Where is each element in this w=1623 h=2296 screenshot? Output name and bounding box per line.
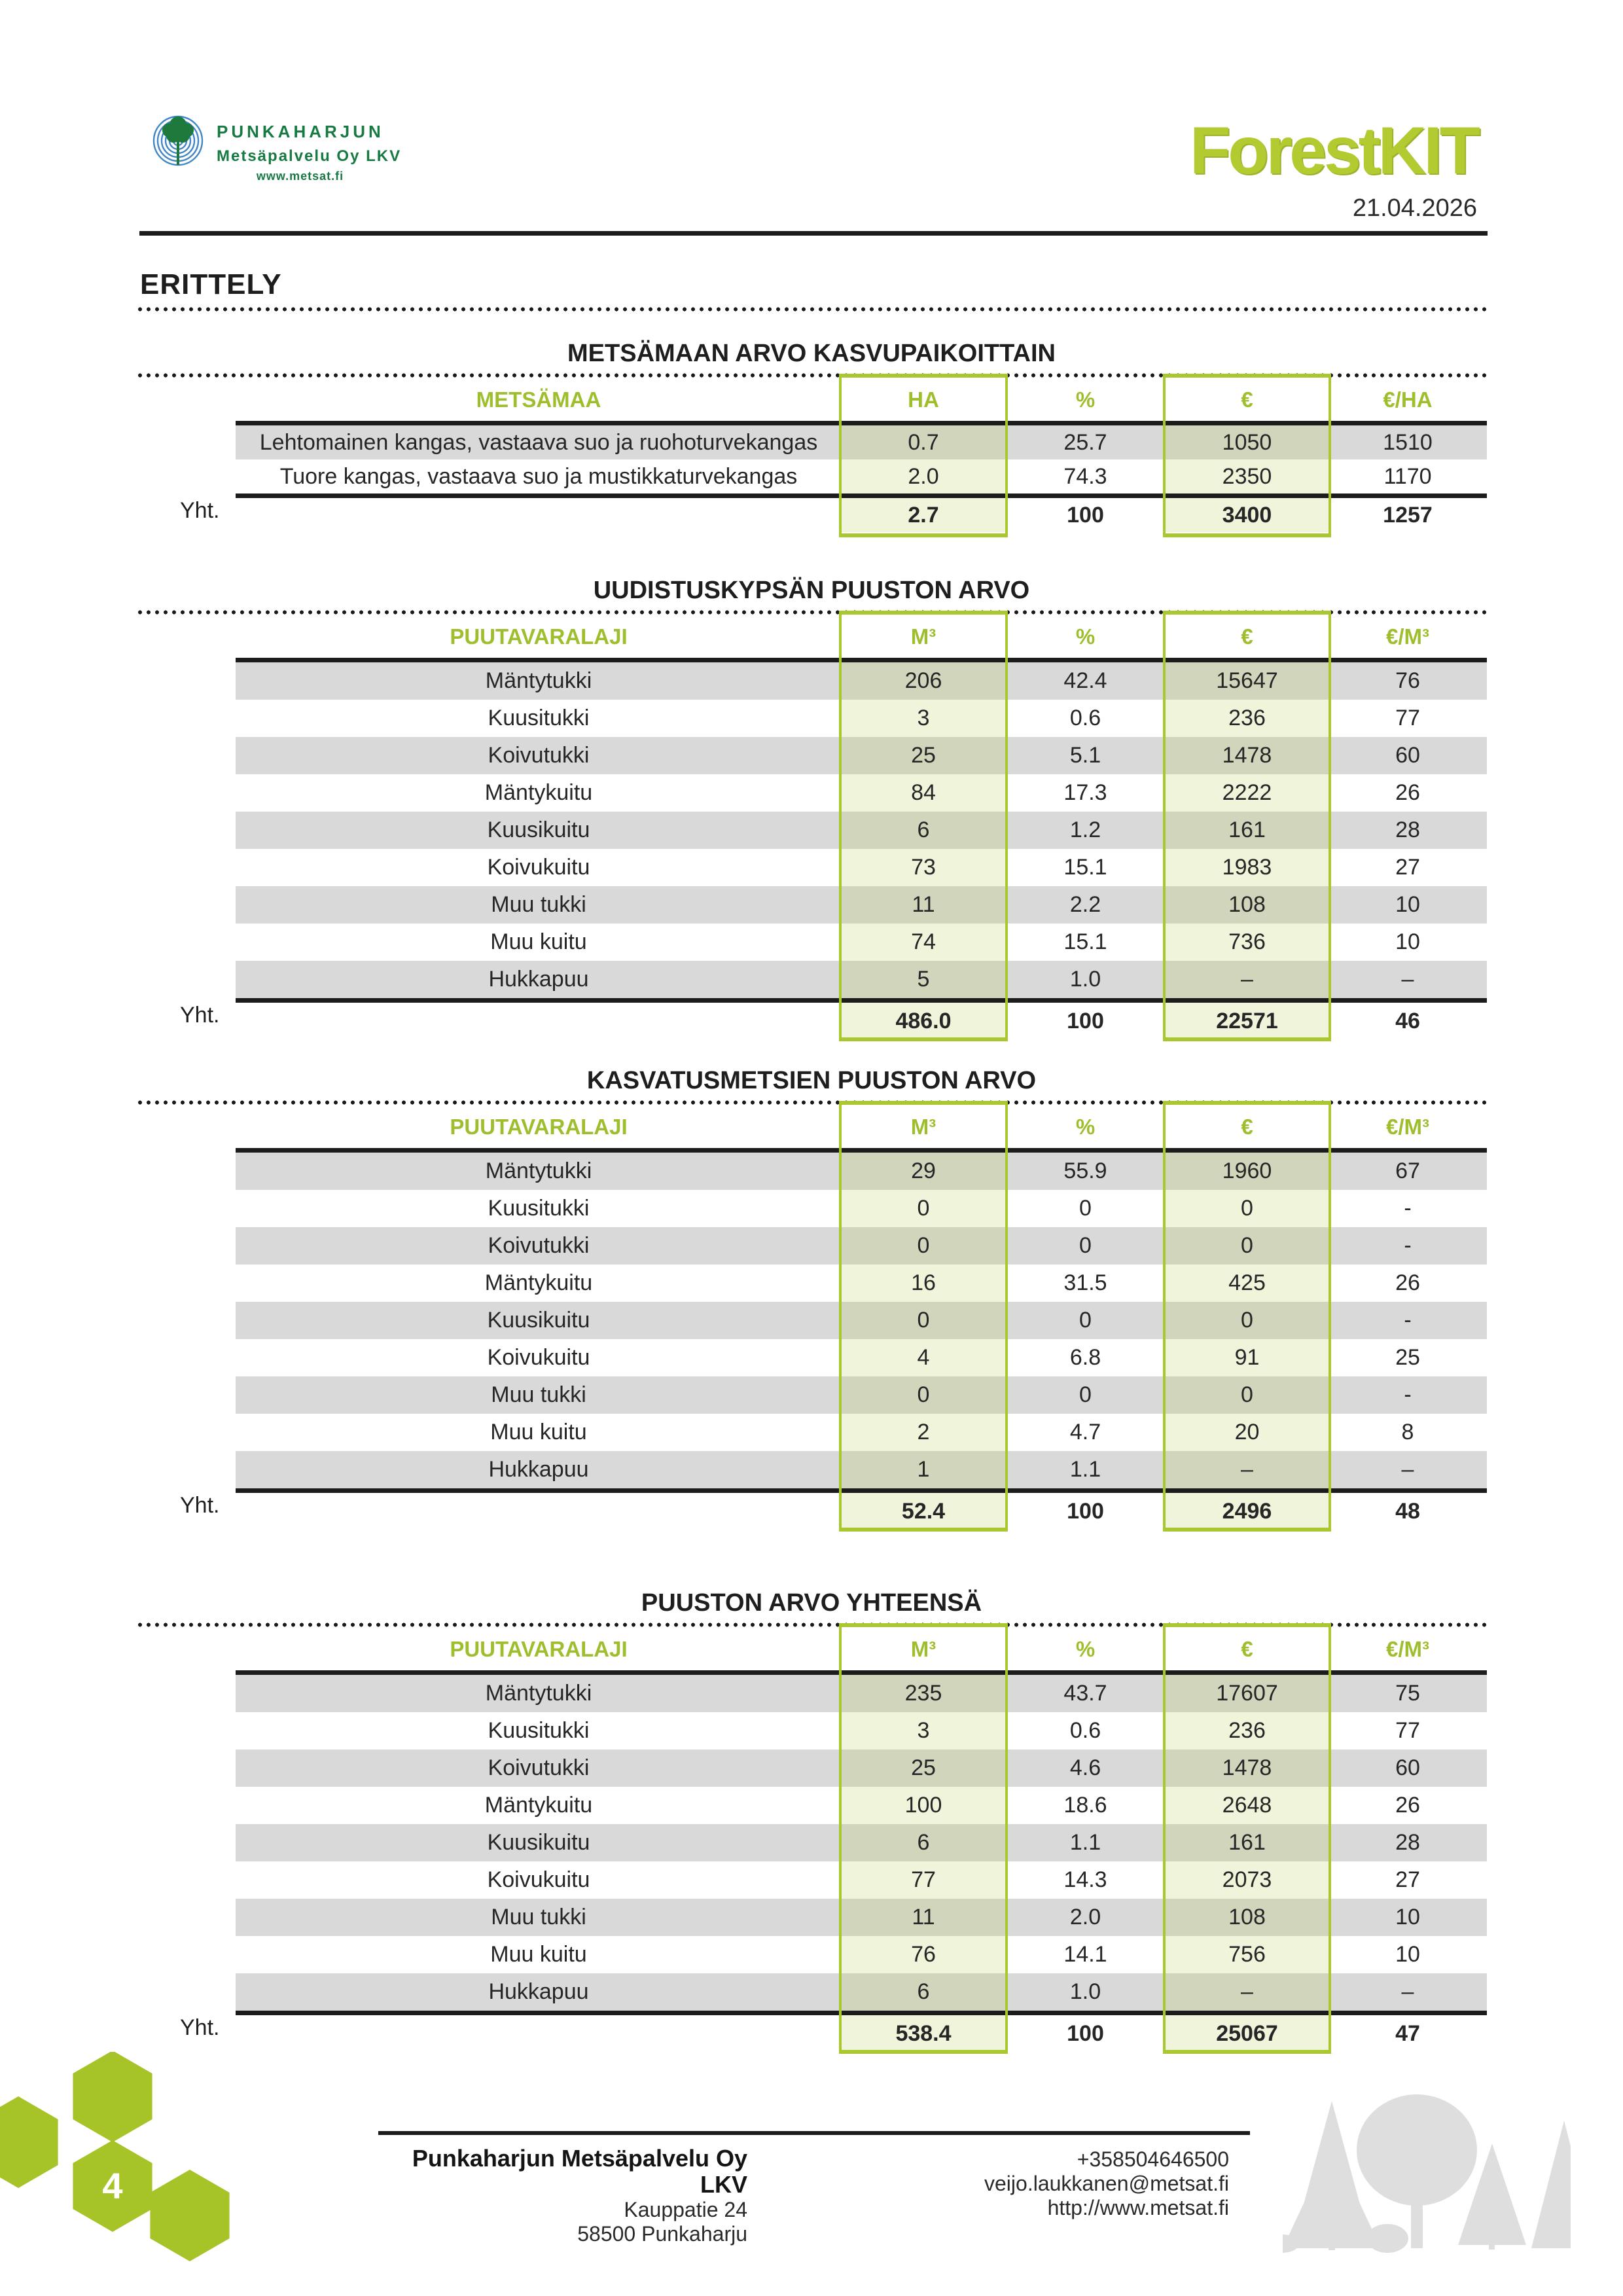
value-cell: 25 [842, 1749, 1005, 1787]
dotted-divider [137, 1622, 1487, 1628]
total-value-cell: 1257 [1383, 503, 1433, 528]
table-rule-bottom [236, 998, 1487, 1003]
value-cell: – [1401, 1979, 1414, 2004]
value-cell: 2648 [1166, 1787, 1329, 1824]
report-date: 21.04.2026 [1352, 194, 1477, 222]
row-label: Tuore kangas, vastaava suo ja mustikkaturvekangas [279, 464, 798, 489]
value-cell: 1.0 [1069, 1979, 1101, 2004]
table-rule-top [236, 1148, 1487, 1153]
row-label: Mäntytukki [485, 1158, 592, 1183]
value-cell: 60 [1395, 743, 1420, 768]
row-label: Koivutukki [488, 1233, 590, 1258]
footer-phone: +358504646500 [1077, 2147, 1229, 2171]
row-label: Koivukuitu [487, 1345, 590, 1370]
value-cell: 1.1 [1069, 1457, 1101, 1482]
value-cell: – [1401, 967, 1414, 992]
table-row [236, 1414, 1487, 1451]
table-row [236, 886, 1487, 924]
value-cell: 100 [842, 1787, 1005, 1824]
value-cell: 0 [1079, 1233, 1092, 1258]
value-cell: 29 [842, 1153, 1005, 1190]
value-cell: 425 [1166, 1265, 1329, 1302]
table-growing-stand-value [111, 1062, 1512, 1530]
total-values-row [236, 1003, 1487, 1040]
column-header: €/HA [1383, 387, 1433, 412]
total-label: Yht. [180, 1493, 220, 1518]
value-cell: 25.7 [1063, 430, 1107, 455]
value-cell: 14.1 [1063, 1942, 1107, 1967]
value-cell: 14.3 [1063, 1867, 1107, 1892]
table-row [236, 774, 1487, 812]
value-cell: 0 [1166, 1190, 1329, 1227]
table-total-row [111, 1493, 1512, 1530]
value-cell: 26 [1395, 780, 1420, 805]
value-cell: 75 [1395, 1681, 1420, 1706]
value-cell: 1478 [1166, 1749, 1329, 1787]
value-cell: 5.1 [1069, 743, 1101, 768]
row-label: Mäntytukki [485, 668, 592, 693]
value-cell: 6 [842, 812, 1005, 849]
total-value-cell: 46 [1395, 1009, 1420, 1033]
value-cell: 27 [1395, 855, 1420, 880]
value-cell: 42.4 [1063, 668, 1107, 693]
table-row [236, 1749, 1487, 1787]
table-row [236, 1339, 1487, 1376]
value-cell: 28 [1395, 817, 1420, 842]
value-cell: 26 [1395, 1793, 1420, 1818]
row-label: Muu kuitu [490, 1420, 587, 1444]
value-cell: 2.0 [842, 459, 1005, 493]
table-row [236, 849, 1487, 886]
total-value-cell: 25067 [1166, 2015, 1329, 2053]
value-cell: 0 [1079, 1196, 1092, 1221]
table-rule-bottom [236, 2011, 1487, 2015]
footer-street: Kauppatie 24 [624, 2198, 747, 2221]
company-logo-text [217, 122, 402, 183]
value-cell: 3 [842, 1712, 1005, 1749]
column-header: €/M³ [1386, 1636, 1429, 1661]
value-cell: 0 [1166, 1376, 1329, 1414]
table-row [236, 1787, 1487, 1824]
value-cell: 73 [842, 849, 1005, 886]
row-label: Koivukuitu [487, 855, 590, 880]
table-rule-top [236, 421, 1487, 425]
value-cell: 5 [842, 961, 1005, 998]
table-row [236, 924, 1487, 961]
table-row [236, 1712, 1487, 1749]
row-label: Kuusikuitu [487, 1830, 590, 1855]
value-cell: 2.2 [1069, 892, 1101, 917]
value-cell: 28 [1395, 1830, 1420, 1855]
column-header: % [1075, 624, 1096, 649]
total-label: Yht. [180, 1003, 220, 1028]
total-value-cell: 100 [1067, 503, 1104, 528]
footer-email: veijo.laukkanen@metsat.fi [984, 2172, 1229, 2195]
table-row [236, 700, 1487, 737]
value-cell: 60 [1395, 1755, 1420, 1780]
column-header: PUUTAVARALAJI [450, 1114, 628, 1139]
table-mature-stand-value [111, 571, 1512, 1040]
row-label: Mäntytukki [485, 1681, 592, 1706]
table-title: KASVATUSMETSIEN PUUSTON ARVO [586, 1067, 1037, 1094]
dotted-divider [137, 609, 1487, 615]
row-label: Muu tukki [491, 1905, 586, 1929]
value-cell: 161 [1166, 1824, 1329, 1861]
row-label: Hukkapuu [488, 967, 589, 992]
value-cell: 6 [842, 1973, 1005, 2011]
value-cell: 16 [842, 1265, 1005, 1302]
value-cell: 67 [1395, 1158, 1420, 1183]
table-total-stand-value [111, 1584, 1512, 2053]
column-header: € [1241, 1114, 1253, 1139]
total-label: Yht. [180, 498, 220, 523]
total-values-row [236, 1493, 1487, 1530]
logo-company-name: PUNKAHARJUN [217, 122, 384, 141]
value-cell: 91 [1166, 1339, 1329, 1376]
value-cell: 206 [842, 662, 1005, 700]
value-cell: - [1404, 1233, 1412, 1258]
row-label: Lehtomainen kangas, vastaava suo ja ruohoturvekangas [259, 430, 818, 455]
value-cell: 1 [842, 1451, 1005, 1488]
value-cell: 4 [842, 1339, 1005, 1376]
row-label: Mäntykuitu [484, 780, 593, 805]
table-row [236, 737, 1487, 774]
total-values-row [236, 498, 1487, 532]
table-row [236, 961, 1487, 998]
column-header: €/M³ [1386, 1114, 1429, 1139]
column-header: €/M³ [1386, 624, 1429, 649]
forestkit-logo: ForestKIT [1189, 113, 1478, 188]
table-row [236, 1936, 1487, 1973]
total-value-cell: 3400 [1166, 498, 1329, 532]
value-cell: 108 [1166, 886, 1329, 924]
value-cell: 18.6 [1063, 1793, 1107, 1818]
value-cell: 10 [1395, 892, 1420, 917]
column-header: € [1241, 387, 1253, 412]
value-cell: 1983 [1166, 849, 1329, 886]
value-cell: 1510 [1383, 430, 1433, 455]
value-cell: 1.1 [1069, 1830, 1101, 1855]
total-value-cell: 486.0 [842, 1003, 1005, 1040]
header-divider [139, 231, 1488, 236]
value-cell: 6 [842, 1824, 1005, 1861]
value-cell: 236 [1166, 1712, 1329, 1749]
footer-website: http://www.metsat.fi [1047, 2196, 1229, 2219]
row-label: Hukkapuu [488, 1979, 589, 2004]
row-label: Hukkapuu [488, 1457, 589, 1482]
value-cell: 2350 [1166, 459, 1329, 493]
logo-website: www.metsat.fi [256, 170, 344, 183]
column-header: PUUTAVARALAJI [450, 1636, 628, 1661]
value-cell: 0 [842, 1227, 1005, 1265]
value-cell: 2 [842, 1414, 1005, 1451]
value-cell: 0 [1166, 1302, 1329, 1339]
value-cell: 2222 [1166, 774, 1329, 812]
row-label: Muu kuitu [490, 1942, 587, 1967]
value-cell: 1.0 [1069, 967, 1101, 992]
table-rule-bottom [236, 493, 1487, 498]
logo-company-subtitle: Metsäpalvelu Oy LKV [217, 147, 402, 165]
value-cell: 161 [1166, 812, 1329, 849]
value-cell: 27 [1395, 1867, 1420, 1892]
table-row [236, 1899, 1487, 1936]
value-cell: 26 [1395, 1270, 1420, 1295]
row-label: Kuusitukki [488, 706, 590, 730]
total-value-cell: 2.7 [842, 498, 1005, 532]
table-row [236, 1861, 1487, 1899]
row-label: Muu tukki [491, 892, 586, 917]
total-value-cell: 100 [1067, 1499, 1104, 1524]
footer-company: Punkaharjun Metsäpalvelu Oy LKV [412, 2145, 747, 2198]
value-cell: 0 [1079, 1382, 1092, 1407]
column-header: % [1075, 1114, 1096, 1139]
value-cell: 3 [842, 700, 1005, 737]
value-cell: 8 [1401, 1420, 1414, 1444]
table-header-row [236, 378, 1487, 421]
column-header: HA [908, 387, 939, 412]
value-cell: 0 [842, 1190, 1005, 1227]
table-header-row [236, 615, 1487, 658]
row-label: Koivutukki [488, 743, 590, 768]
value-cell: 76 [1395, 668, 1420, 693]
total-spacer [236, 1493, 842, 1530]
total-values-row [236, 2015, 1487, 2053]
table-body [111, 1675, 1512, 2011]
value-cell: 0 [842, 1376, 1005, 1414]
total-value-cell: 100 [1067, 2021, 1104, 2046]
value-cell: 10 [1395, 1942, 1420, 1967]
table-row [236, 1227, 1487, 1265]
value-cell: 25 [842, 737, 1005, 774]
value-cell: 11 [842, 886, 1005, 924]
table-row [236, 1824, 1487, 1861]
value-cell: 17607 [1166, 1675, 1329, 1712]
value-cell: 10 [1395, 929, 1420, 954]
value-cell: 2073 [1166, 1861, 1329, 1899]
value-cell: 77 [1395, 1718, 1420, 1743]
value-cell: 0.7 [842, 425, 1005, 459]
value-cell: 74 [842, 924, 1005, 961]
hexagon-cluster-icon [0, 2052, 242, 2268]
value-cell: 0 [1079, 1308, 1092, 1333]
value-cell: - [1404, 1382, 1412, 1407]
value-cell: 15647 [1166, 662, 1329, 700]
value-cell: 20 [1166, 1414, 1329, 1451]
value-cell: 235 [842, 1675, 1005, 1712]
table-body [111, 425, 1512, 493]
value-cell: – [1401, 1457, 1414, 1482]
value-cell: 736 [1166, 924, 1329, 961]
table-row [236, 1153, 1487, 1190]
footer-divider [378, 2131, 1250, 2135]
row-label: Kuusitukki [488, 1196, 590, 1221]
row-label: Kuusikuitu [487, 817, 590, 842]
total-value-cell: 52.4 [842, 1493, 1005, 1530]
value-cell: 108 [1166, 1899, 1329, 1936]
value-cell: 15.1 [1063, 929, 1107, 954]
value-cell: 1170 [1383, 464, 1432, 489]
row-label: Kuusitukki [488, 1718, 590, 1743]
table-row [236, 1451, 1487, 1488]
column-header: % [1075, 1636, 1096, 1661]
table-body [111, 662, 1512, 998]
row-label: Muu tukki [491, 1382, 586, 1407]
value-cell: 77 [842, 1861, 1005, 1899]
table-rule-top [236, 658, 1487, 662]
section-heading: ERITTELY [140, 268, 282, 300]
value-cell: 4.7 [1069, 1420, 1101, 1444]
dotted-divider [137, 1100, 1487, 1105]
forest-trees-icon [1283, 2081, 1571, 2278]
value-cell: 1478 [1166, 737, 1329, 774]
column-header: M³ [910, 624, 936, 649]
total-value-cell: 2496 [1166, 1493, 1329, 1530]
table-total-row [111, 498, 1512, 532]
table-body [111, 1153, 1512, 1488]
table-row [236, 1190, 1487, 1227]
value-cell: – [1166, 961, 1329, 998]
value-cell: 1050 [1166, 425, 1329, 459]
value-cell: 15.1 [1063, 855, 1107, 880]
row-label: Kuusikuitu [487, 1308, 590, 1333]
row-label: Mäntykuitu [484, 1793, 593, 1818]
row-label: Muu kuitu [490, 929, 587, 954]
table-header-row [236, 1105, 1487, 1148]
value-cell: 0.6 [1069, 1718, 1101, 1743]
value-cell: - [1404, 1308, 1412, 1333]
value-cell: 76 [842, 1936, 1005, 1973]
value-cell: 11 [842, 1899, 1005, 1936]
table-title: PUUSTON ARVO YHTEENSÄ [641, 1589, 982, 1617]
table-row [236, 1376, 1487, 1414]
value-cell: 756 [1166, 1936, 1329, 1973]
table-header-row [236, 1628, 1487, 1670]
total-value-cell: 100 [1067, 1009, 1104, 1033]
column-header: M³ [910, 1636, 936, 1661]
table-rule-top [236, 1670, 1487, 1675]
row-label: Koivutukki [488, 1755, 590, 1780]
value-cell: 0.6 [1069, 706, 1101, 730]
table-title: METSÄMAAN ARVO KASVUPAIKOITTAIN [567, 340, 1056, 367]
table-title: UUDISTUSKYPSÄN PUUSTON ARVO [593, 577, 1030, 604]
footer-contact-block [870, 2147, 1229, 2220]
column-header: M³ [910, 1114, 936, 1139]
table-rule-bottom [236, 1488, 1487, 1493]
total-spacer [236, 2015, 842, 2053]
value-cell: 55.9 [1063, 1158, 1107, 1183]
column-header: PUUTAVARALAJI [450, 624, 628, 649]
total-spacer [236, 1003, 842, 1040]
dotted-divider [137, 306, 1487, 312]
value-cell: 0 [1166, 1227, 1329, 1265]
total-value-cell: 538.4 [842, 2015, 1005, 2053]
value-cell: – [1166, 1451, 1329, 1488]
column-header: € [1241, 1636, 1253, 1661]
table-forest-land-value [111, 334, 1512, 532]
value-cell: 4.6 [1069, 1755, 1101, 1780]
value-cell: 1.2 [1069, 817, 1101, 842]
column-header: METSÄMAA [476, 387, 601, 412]
total-value-cell: 48 [1395, 1499, 1420, 1524]
column-header: % [1075, 387, 1096, 412]
dotted-divider [137, 372, 1487, 378]
table-total-row [111, 1003, 1512, 1040]
value-cell: 2.0 [1069, 1905, 1101, 1929]
table-row [236, 662, 1487, 700]
value-cell: 43.7 [1063, 1681, 1107, 1706]
column-header: € [1241, 624, 1253, 649]
tree-in-rings-icon [152, 110, 204, 175]
total-value-cell: 22571 [1166, 1003, 1329, 1040]
value-cell: - [1404, 1196, 1412, 1221]
footer-address-block [366, 2145, 747, 2246]
table-row [236, 425, 1487, 459]
row-label: Mäntykuitu [484, 1270, 593, 1295]
table-row [236, 1265, 1487, 1302]
table-row [236, 812, 1487, 849]
page-number-badge: 4 [102, 2165, 123, 2206]
footer-city: 58500 Punkaharju [577, 2222, 747, 2246]
total-spacer [236, 498, 842, 532]
table-row [236, 1973, 1487, 2011]
total-label: Yht. [180, 2015, 220, 2040]
row-label: Koivukuitu [487, 1867, 590, 1892]
value-cell: 31.5 [1063, 1270, 1107, 1295]
value-cell: 1960 [1166, 1153, 1329, 1190]
total-value-cell: 47 [1395, 2021, 1420, 2046]
value-cell: 6.8 [1069, 1345, 1101, 1370]
value-cell: 25 [1395, 1345, 1420, 1370]
table-row [236, 459, 1487, 493]
value-cell: – [1166, 1973, 1329, 2011]
table-total-row [111, 2015, 1512, 2053]
table-row [236, 1302, 1487, 1339]
value-cell: 10 [1395, 1905, 1420, 1929]
value-cell: 74.3 [1063, 464, 1107, 489]
value-cell: 236 [1166, 700, 1329, 737]
value-cell: 77 [1395, 706, 1420, 730]
value-cell: 17.3 [1063, 780, 1107, 805]
value-cell: 84 [842, 774, 1005, 812]
value-cell: 0 [842, 1302, 1005, 1339]
table-row [236, 1675, 1487, 1712]
